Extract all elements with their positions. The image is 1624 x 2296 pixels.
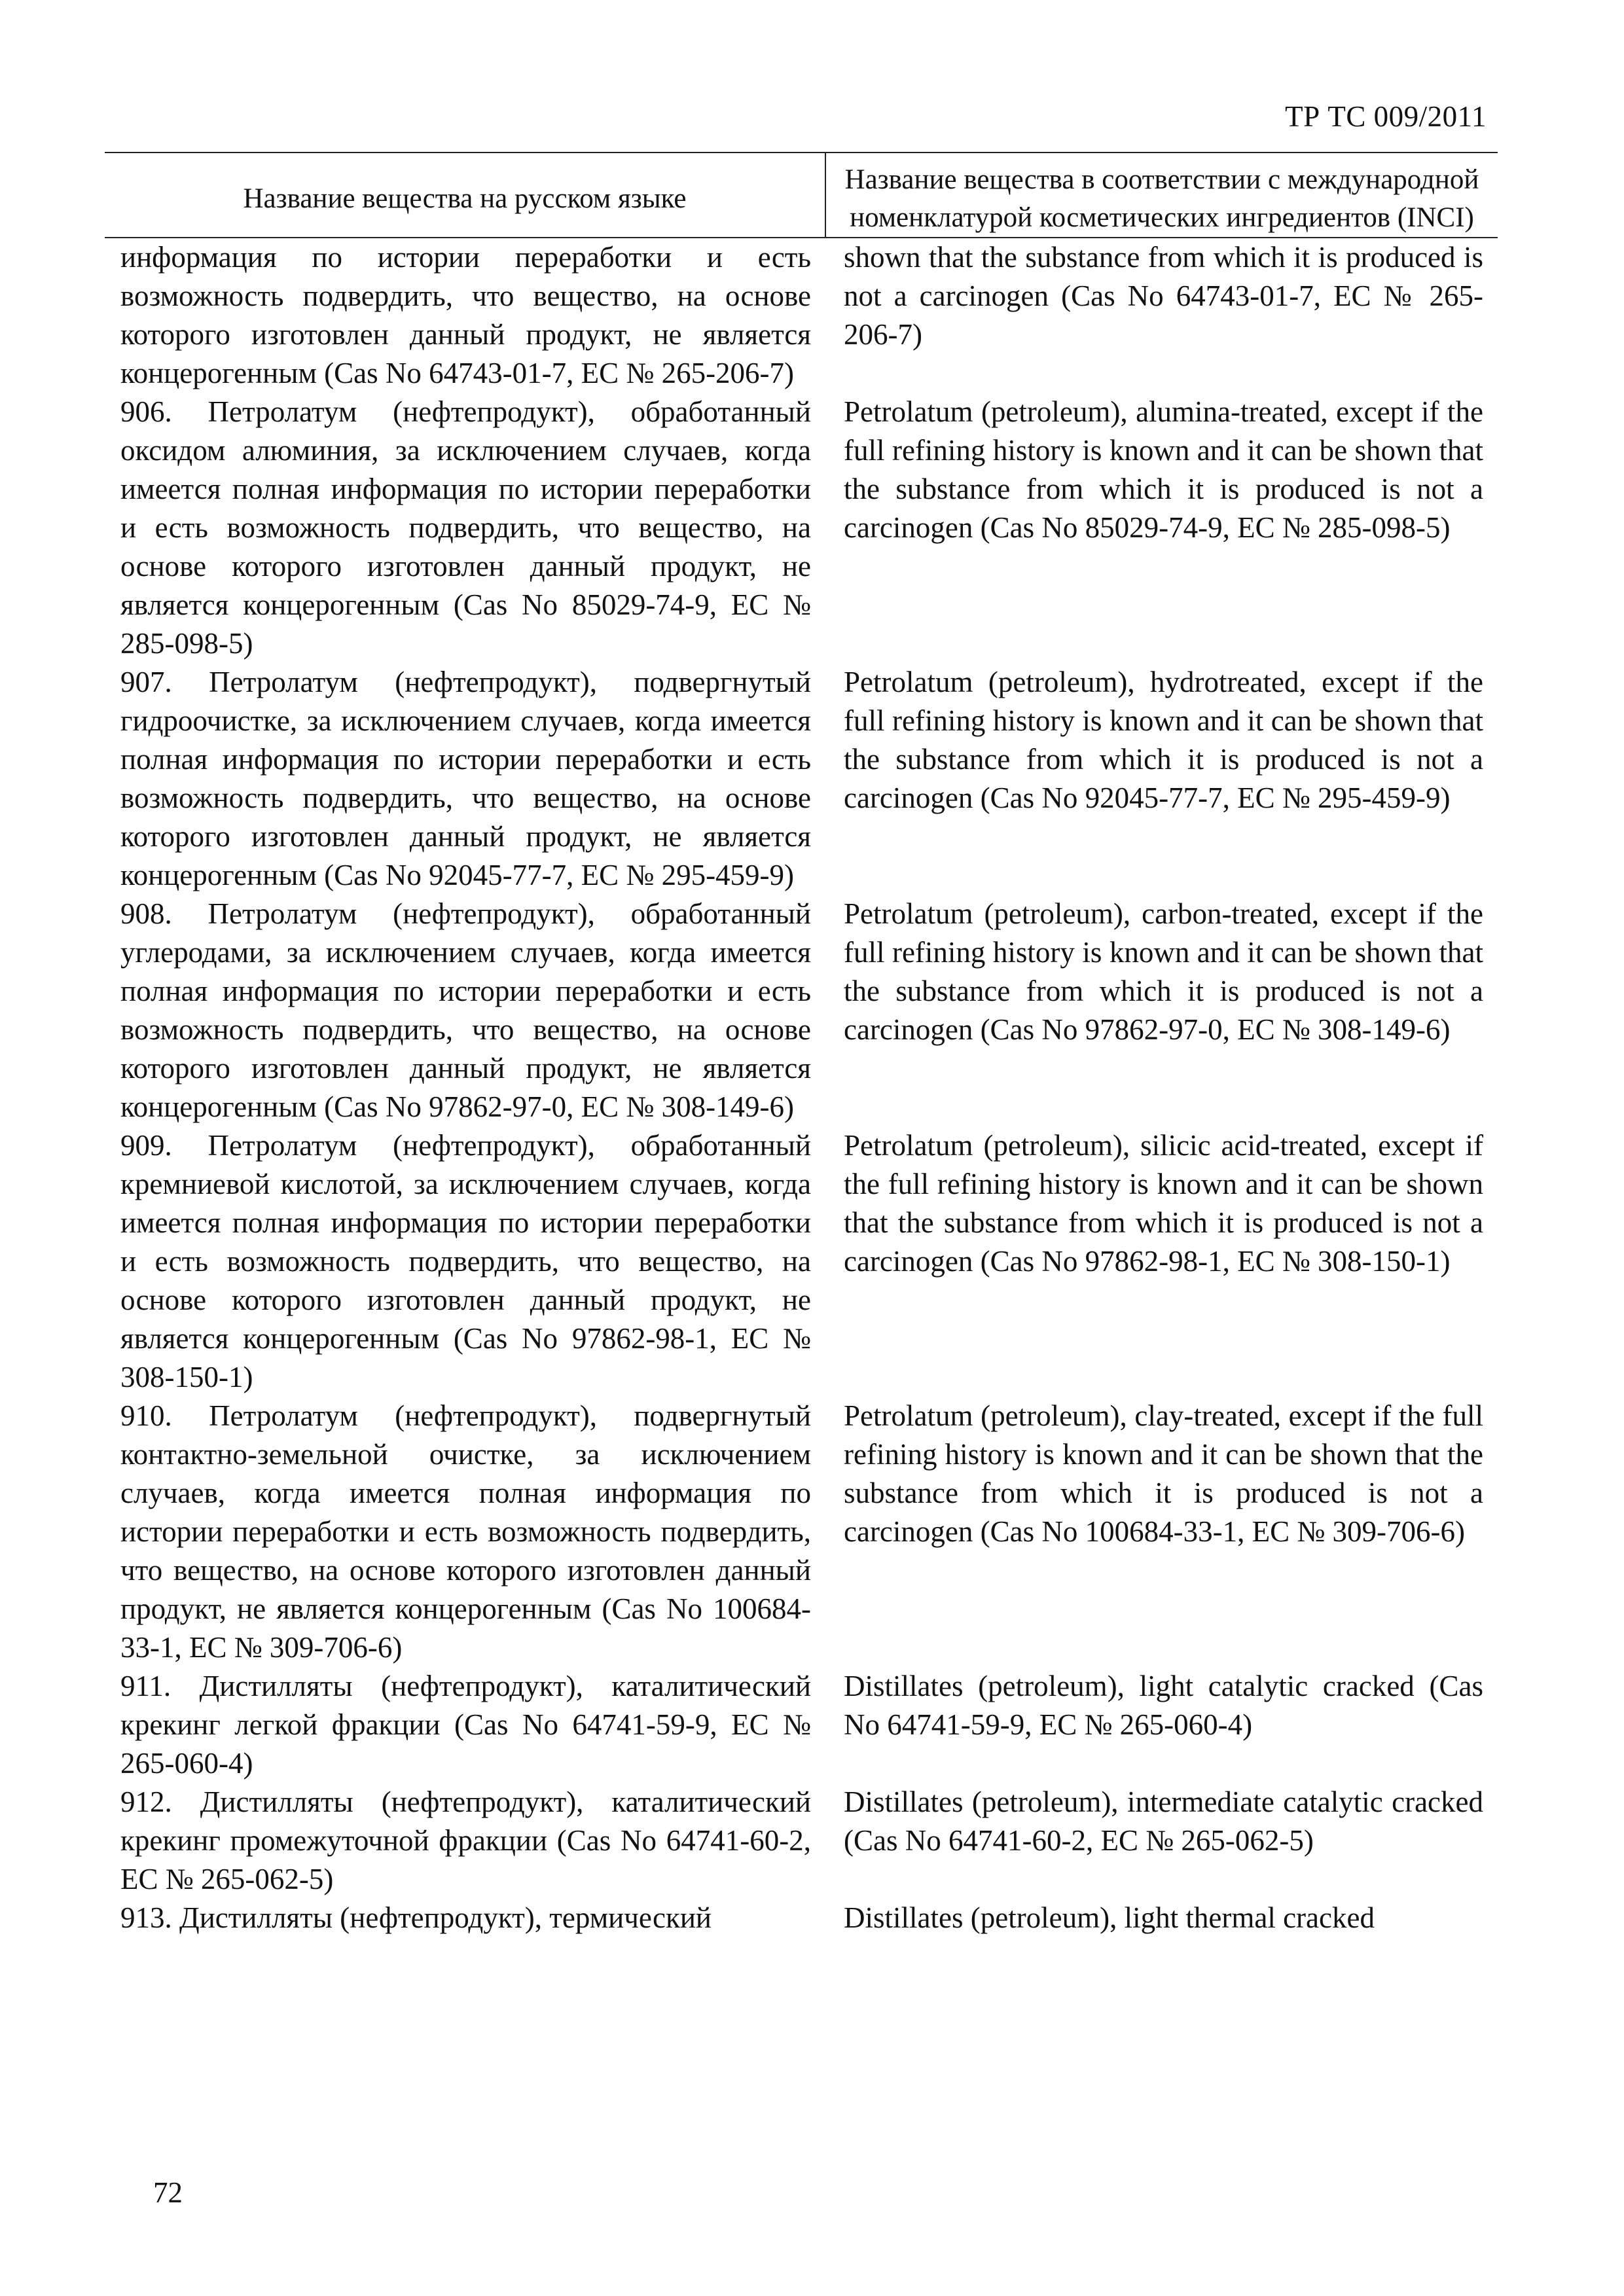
cell-russian-name: 907. Петролатум (нефтепродукт), подвергнутый гидроочистке, за исключением случаев, когда имеется полная информация по истории переработки и есть возможность подвердить, что вещество, на основе которого изготовлен данный продукт, не является концерогенным (Cas No 92045-77-7, ЕС № 295-459-9) <box>120 666 811 891</box>
cell-russian-name: 913. Дистилляты (нефтепродукт), термический <box>120 1901 712 1934</box>
cell-inci-name: Petrolatum (petroleum), clay-treated, except if the full refining history is known and it can be shown that the substance from which it is produced is not a carcinogen (Cas No 100684-33-1, ЕС № 309-706-6) <box>844 1399 1483 1548</box>
table-row <box>105 238 1498 393</box>
substance-table <box>105 152 1498 1937</box>
cell-russian-name: 906. Петролатум (нефтепродукт), обработанный оксидом алюминия, за исключением случаев, когда имеется полная информация по истории переработки и есть возможность подвердить, что вещество, на основе которого изготовлен данный продукт, не является концерогенным (Cas No 85029-74-9, ЕС № 285-098-5) <box>120 395 811 660</box>
cell-inci-name: Petrolatum (petroleum), hydrotreated, except if the full refining history is known and it can be shown that the substance from which it is produced is not a carcinogen (Cas No 92045-77-7, ЕС № 295-459-9) <box>844 666 1483 814</box>
cell-russian-name: 910. Петролатум (нефтепродукт), подвергнутый контактно-земельной очистке, за исключением случаев, когда имеется полная информация по истории переработки и есть возможность подвердить, что вещество, на основе которого изготовлен данный продукт, не является концерогенным (Cas No 100684-33-1, ЕС № 309-706-6) <box>120 1399 811 1664</box>
column-header-inci: Название вещества в соответствии с международной номенклатурой косметических ингредиентов (INCI) <box>825 152 1498 238</box>
page-number: 72 <box>153 2176 183 2209</box>
cell-inci-name: Petrolatum (petroleum), alumina-treated, except if the full refining history is known and it can be shown that the substance from which it is produced is not a carcinogen (Cas No 85029-74-9, ЕС № 285-098-5) <box>844 395 1483 544</box>
table-row <box>105 1899 1498 1937</box>
cell-inci-name: Distillates (petroleum), intermediate catalytic cracked (Cas No 64741-60-2, ЕС № 265-062-5) <box>844 1785 1483 1857</box>
table-row <box>105 1783 1498 1899</box>
table-header-row <box>105 152 1498 238</box>
table-row <box>105 393 1498 663</box>
document-code: ТР ТС 009/2011 <box>1285 100 1487 133</box>
table-row <box>105 663 1498 895</box>
cell-russian-name: 909. Петролатум (нефтепродукт), обработанный кремниевой кислотой, за исключением случаев, когда имеется полная информация по истории переработки и есть возможность подвердить, что вещество, на основе которого изготовлен данный продукт, не является концерогенным (Cas No 97862-98-1, ЕС № 308-150-1) <box>120 1129 811 1393</box>
table-row <box>105 895 1498 1126</box>
table-row <box>105 1397 1498 1667</box>
column-header-russian: Название вещества на русском языке <box>105 152 825 238</box>
cell-russian-name: 908. Петролатум (нефтепродукт), обработанный углеродами, за исключением случаев, когда имеется полная информация по истории переработки и есть возможность подвердить, что вещество, на основе которого изготовлен данный продукт, не является концерогенным (Cas No 97862-97-0, ЕС № 308-149-6) <box>120 897 811 1123</box>
cell-inci-name: Distillates (petroleum), light catalytic cracked (Cas No 64741-59-9, ЕС № 265-060-4) <box>844 1670 1483 1741</box>
table-row <box>105 1667 1498 1783</box>
cell-inci-name: Distillates (petroleum), light thermal cracked <box>844 1901 1375 1934</box>
substance-table-container <box>105 152 1498 1937</box>
cell-inci-name: Petrolatum (petroleum), silicic acid-treated, except if the full refining history is known and it can be shown that the substance from which it is produced is not a carcinogen (Cas No 97862-98-1, ЕС № 308-150-1) <box>844 1129 1483 1278</box>
cell-inci-name: Petrolatum (petroleum), carbon-treated, except if the full refining history is known and it can be shown that the substance from which it is produced is not a carcinogen (Cas No 97862-97-0, ЕС № 308-149-6) <box>844 897 1483 1046</box>
table-row <box>105 1126 1498 1397</box>
cell-russian-name: 912. Дистилляты (нефтепродукт), каталитический крекинг промежуточной фракции (Cas No 64741-60-2, ЕС № 265-062-5) <box>120 1785 811 1895</box>
cell-inci-name: shown that the substance from which it is produced is not a carcinogen (Cas No 64743-01-7, ЕС № 265-206-7) <box>844 241 1483 351</box>
cell-russian-name: 911. Дистилляты (нефтепродукт), каталитический крекинг легкой фракции (Cas No 64741-59-9, ЕС № 265-060-4) <box>120 1670 811 1780</box>
cell-russian-name: информация по истории переработки и есть возможность подвердить, что вещество, на основе которого изготовлен данный продукт, не является концерогенным (Cas No 64743-01-7, ЕС № 265-206-7) <box>120 241 811 389</box>
